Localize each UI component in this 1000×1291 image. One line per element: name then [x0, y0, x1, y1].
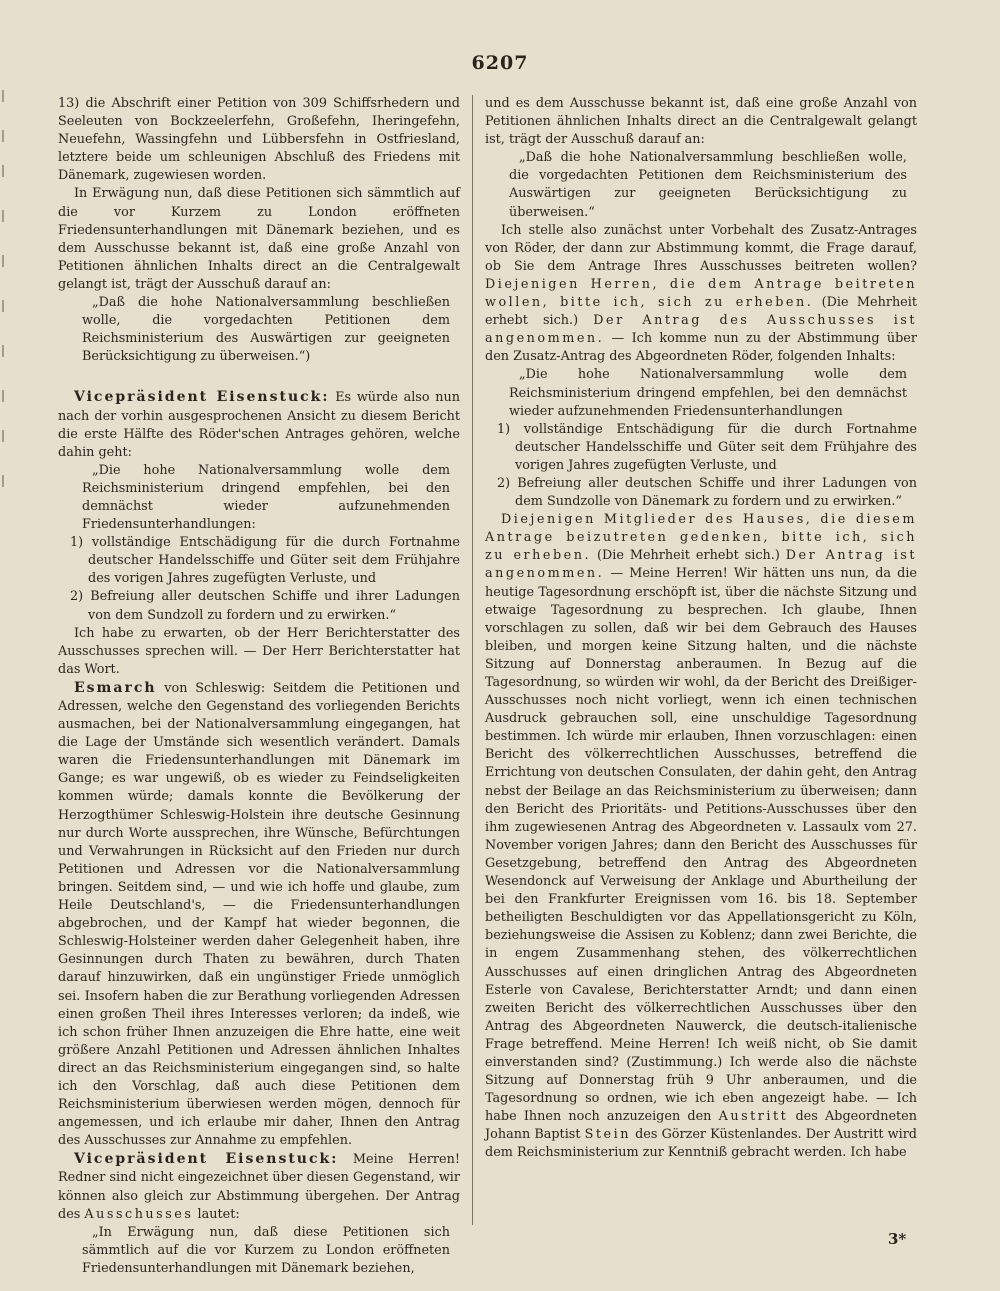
quote: „Daß die hohe Nationalversammlung beschließen wolle, die vorgedachten Petitionen dem Reichsministerium des Auswärtigen zur geeigneten Berücksichtigung zu überweisen.“): [82, 295, 450, 365]
spaced-text: Austritt: [718, 1109, 789, 1125]
paragraph: In Erwägung nun, daß diese Petitionen sich sämmtlich auf die vor Kurzem zu London eröffneten Friedensunterhandlungen mit Dänemark beziehen, und es dem Ausschusse bekannt ist, daß eine große Anzahl von Petitionen ähnlichen Inhalts direct an die Centralgewalt gelangt ist, trägt der Ausschuß darauf an:: [58, 186, 460, 292]
speaker-name: Esmarch: [74, 679, 157, 696]
list-item: 1) vollständige Entschädigung für die durch Fortnahme deutscher Handelsschiffe und Güter seit dem Frühjahre des vorigen Jahres zugefügten Verluste, und: [70, 535, 460, 587]
right-column: [485, 95, 917, 1163]
quote: „Daß die hohe Nationalversammlung beschließen wolle, die vorgedachten Petitionen dem Reichsministerium des Auswärtigen zur geeigneten Berücksichtigung zu überweisen.“: [509, 150, 907, 220]
speech-text: Es würde also nun nach der vorhin ausgesprochenen Ansicht zu diesem Bericht die erste Hälfte des Röder'schen Antrages gehören, welche dahin geht:: [58, 390, 460, 460]
paragraph: [58, 1150, 460, 1223]
paragraph: 13) die Abschrift einer Petition von 309 Schiffsrhedern und Seeleuten von Bockzeelerfehn, Großefehn, Iheringefehn, Neuefehn, Wassingfehn und Lübbersfehn in Ostfriesland, letztere beide um schleunigen Abschluß des Friedens mit Dänemark, zugewiesen worden.: [58, 96, 460, 184]
quote: „Die hohe Nationalversammlung wolle dem Reichsministerium dringend empfehlen, bei den demnächst wieder aufzunehmenden Friedensunterhandlungen:: [82, 462, 450, 533]
speech-text: lautet:: [193, 1206, 240, 1222]
spaced-text: Diejenigen Herren, die dem Antrage beitreten wollen, bitte ich, sich zu erheben.: [485, 276, 917, 311]
speech-text: des Abgeordneten Johann Baptist: [485, 1109, 917, 1143]
margin-marks: [0, 90, 14, 510]
speech-text: — Meine Herren! Wir hätten uns nun, da die heutige Tagesordnung erschöpft ist, über die nächste Sitzung und etwaige Tagesordnung zu besprechen. Ich glaube, Ihnen vorschlagen zu sollen, daß wir bei dem Gebrauch des Hauses bleiben, und morgen keine Sitzung halten, und die nächste Sitzung auf Donnerstag anberaumen. In Bezug auf die Tagesordnung, so würden wir wohl, da der Bericht des Dreißiger-Ausschusses noch nicht vorliegt, wenn ich einen technischen Ausdruck gebrauchen soll, eine unschuldige Tagesordnung bestimmen. Ich würde mir erlauben, Ihnen vorzuschlagen: einen Bericht des völkerrechtlichen Ausschusses, betreffend die Errichtung von deutschen Consulaten, der dahin geht, den Antrag nebst der Beilage an das Reichsministerium zu überweisen; dann den Bericht des Prioritäts- und Petitions-Ausschusses über den ihm zugewiesenen Antrag des Abgeordneten v. Lassaulx vom 27. November vorigen Jahres; dann den Bericht des Ausschusses für Gesetzgebung, betreffend den Antrag des Abgeordneten Wesendonck auf Verweisung der Anklage und Aburtheilung der bei den Frankfurter Ereignissen vom 16. bis 18. September betheiligten Beschuldigten vor das Appellationsgericht zu Köln, beziehungsweise die Assisen zu Koblenz; dann zwei Berichte, die in engem Zusammenhang stehen, des völkerrechtlichen Ausschusses auf einen dringlichen Antrag des Abgeordneten Esterle von Cavalese, Berichterstatter Arndt; und dann einen zweiten Bericht des völkerrechtlichen Ausschusses über den Antrag des Abgeordneten Nauwerck, die deutsch-italienische Frage betreffend. Meine Herren! Ich weiß nicht, ob Sie damit einverstanden sind? (Zustimmung.) Ich werde also die nächste Sitzung auf Donnerstag früh 9 Uhr anberaumen, und die Tagesordnung so ordnen, wie ich eben angezeigt habe. — Ich habe Ihnen noch anzuzeigen den: [485, 566, 917, 1125]
speech-text: des Görzer Küstenlandes. Der Austritt wird dem Reichsministerium zur Kenntniß gebracht werden. Ich habe: [485, 1127, 917, 1161]
paragraph: [485, 511, 917, 1162]
list-item: 2) Befreiung aller deutschen Schiffe und ihrer Ladungen von dem Sundzolle von Dänemark zu fordern und zu erwirken.“: [497, 475, 917, 510]
speech-text: — Ich komme nun zu der Abstimmung über den Zusatz-Antrag des Abgeordneten Röder, folgenden Inhalts:: [485, 331, 917, 365]
page-number: 6207: [471, 52, 529, 74]
signature-mark: 3*: [888, 1230, 907, 1248]
spaced-text: Diejenigen Mitglieder des Hauses, die diesem Antrage beizutreten gedenken, bitte ich, sich zu erheben.: [485, 512, 917, 564]
speech-text: von Schleswig: Seitdem die Petitionen und Adressen, welche den Gegenstand des vorliegenden Berichts ausmachen, bei der Nationalversammlung eingegangen, hat die Lage der Umstände sich wesentlich verändert. Damals waren die Friedensunterhandlungen mit Dänemark im Gange; es war ungewiß, ob es wieder zu Feindseligkeiten kommen würde; damals konnte die Bevölkerung der Herzogthümer Schleswig-Holstein ihre deutsche Gesinnung nur durch Worte aussprechen, ihre Wünsche, Befürchtungen und Verwahrungen in Rücksicht auf den Frieden nur durch Petitionen und Adressen vor die Nationalversammlung bringen. Seitdem sind, — und wie ich hoffe und glaube, zum Heile Deutschland's, — die Friedensunterhandlungen abgebrochen, und der Kampf hat wieder begonnen, die Schleswig-Holsteiner werden daher Gelegenheit haben, ihre Gesinnungen durch Thaten zu bewähren, durch Thaten darauf hinzuwirken, daß ein ungünstiger Friede unmöglich sei. Insofern haben die zur Berathung vorliegenden Adressen einen großen Theil ihres Interesses verloren; da indeß, wie ich schon früher Ihnen anzuzeigen die Ehre hatte, eine weit größere Anzahl Petitionen und Adressen ähnlichen Inhaltes direct an das Reichsministerium eingegangen sind, so halte ich den Vorschlag, daß auch diese Petitionen dem Reichsministerium überwiesen werden mögen, dennoch für angemessen, und ich erlaube mir daher, Ihnen den Antrag des Ausschusses zur Annahme zu empfehlen.: [58, 680, 460, 1149]
spaced-text: Stein: [584, 1127, 631, 1143]
spaced-text: Der Antrag ist angenommen.: [485, 548, 918, 582]
spaced-text: Der Antrag des Ausschusses ist angenommen.: [485, 313, 917, 347]
paragraph: [58, 388, 460, 461]
spaced-text: Ausschusses: [84, 1206, 194, 1222]
quote: „Die hohe Nationalversammlung wolle dem Reichsministerium dringend empfehlen, bei den demnächst wieder aufzunehmenden Friedensunterhandlungen: [509, 367, 907, 419]
paragraph: und es dem Ausschusse bekannt ist, daß eine große Anzahl von Petitionen ähnlichen Inhalts direct an die Centralgewalt gelangt ist, trägt der Ausschuß darauf an:: [485, 96, 917, 148]
paragraph: [485, 222, 917, 367]
speaker-name: Vicepräsident Eisenstuck:: [74, 1151, 339, 1168]
speech-text: Ich stelle also zunächst unter Vorbehalt des Zusatz-Antrages von Röder, der dann zur Abstimmung kommt, die Frage darauf, ob Sie dem Antrage Ihres Ausschusses beitreten wollen?: [485, 222, 917, 274]
speech-text: Meine Herren! Redner sind nicht eingezeichnet über diesen Gegenstand, wir können also gleich zur Abstimmung übergehen. Der Antrag des: [58, 1152, 460, 1222]
speech-text: (Die Mehrheit erhebt sich.): [485, 295, 917, 329]
quote: „In Erwägung nun, daß diese Petitionen sich sämmtlich auf die vor Kurzem zu London eröffneten Friedensunterhandlungen mit Dänemark beziehen,: [82, 1224, 450, 1276]
list-item: 2) Befreiung aller deutschen Schiffe und ihrer Ladungen von dem Sundzoll zu fordern und zu erwirken.“: [70, 589, 460, 623]
speaker-name: Vicepräsident Eisenstuck:: [74, 389, 330, 406]
list-item: 1) vollständige Entschädigung für die durch Fortnahme deutscher Handelsschiffe und Güter seit dem Frühjahre des vorigen Jahres zugefügten Verluste, und: [497, 421, 917, 473]
column-rule: [472, 95, 473, 1225]
paragraph: [58, 679, 460, 1150]
speech-text: (Die Mehrheit erhebt sich.): [591, 548, 786, 564]
paragraph: Ich habe zu erwarten, ob der Herr Berichterstatter des Ausschusses sprechen will. — Der Herr Berichterstatter hat das Wort.: [58, 625, 460, 677]
left-column: [58, 95, 460, 1278]
